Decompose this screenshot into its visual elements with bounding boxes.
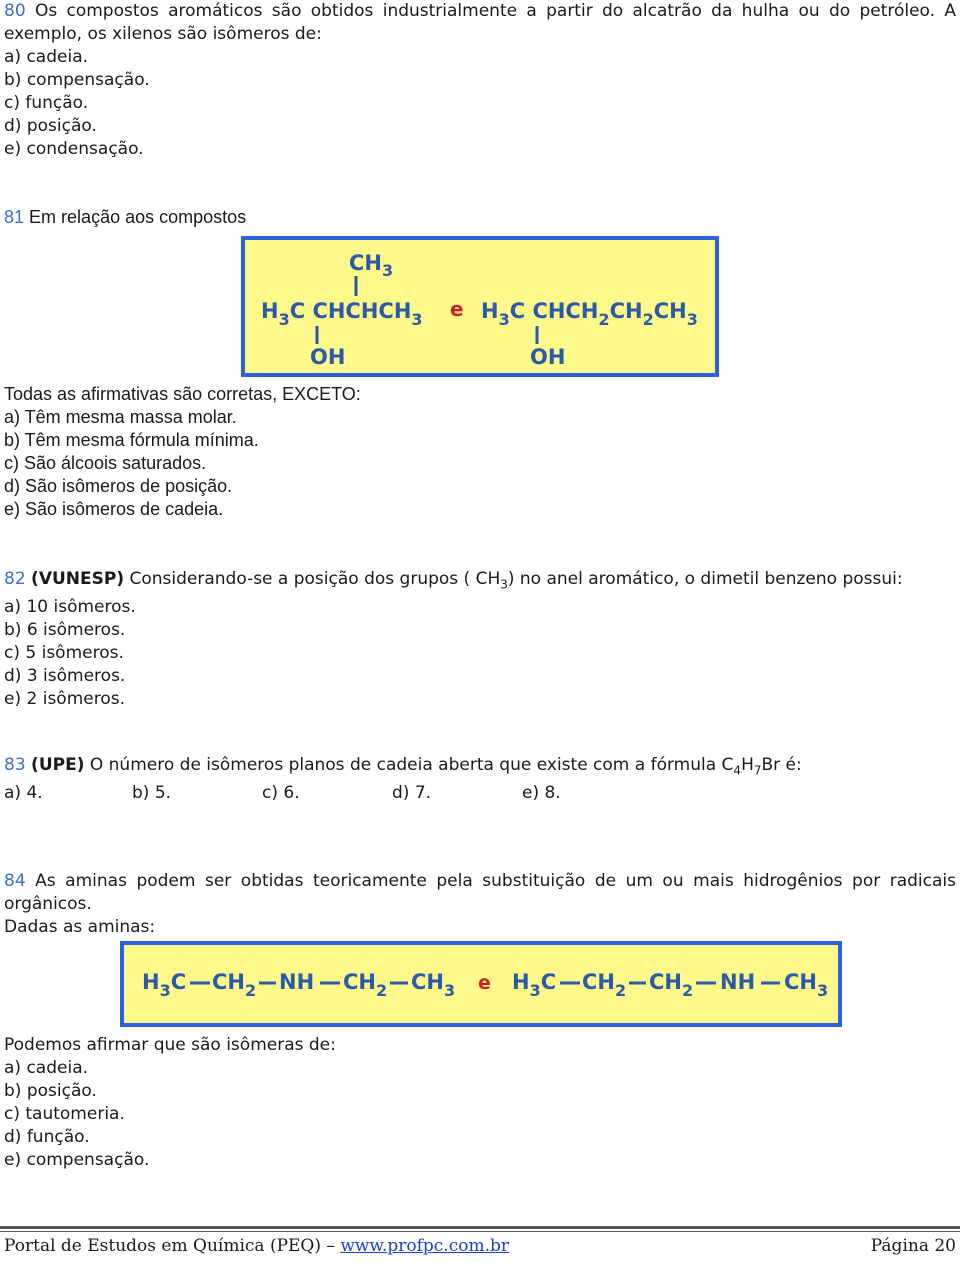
- option: e) 8.: [522, 783, 561, 804]
- question-83-text: 83 (UPE) O número de isômeros planos de cadeia aberta que existe com a fórmula $C_4H_7Br$ é:: [4, 755, 802, 778]
- option: a) 4.: [4, 783, 43, 804]
- option: d) função.: [4, 1127, 90, 1147]
- svg-text:NH: NH: [279, 970, 315, 994]
- option: c) São álcoois saturados.: [4, 453, 207, 473]
- question-84: [4, 870, 956, 939]
- option: b) compensação.: [4, 70, 150, 90]
- question-84-body: [4, 1034, 956, 1172]
- question-number: 84: [4, 871, 26, 891]
- formula-image-84: [120, 941, 842, 1027]
- question-84-stem: Podemos afirmar que são isômeras de:: [4, 1035, 336, 1055]
- question-84-line2: orgânicos.: [4, 894, 92, 914]
- question-number: 80: [4, 1, 26, 21]
- question-81-intro: 81 Em relação aos compostos: [4, 207, 247, 227]
- footer-divider: [0, 1231, 960, 1232]
- option: e) condensação.: [4, 139, 144, 159]
- option: b) 5.: [132, 783, 172, 804]
- question-number: 82: [4, 569, 26, 589]
- svg-text:CH2: $CH_2$: [212, 970, 257, 1000]
- option: c) tautomeria.: [4, 1104, 125, 1124]
- website-link[interactable]: www.profpc.com.br: [340, 1236, 509, 1256]
- amine-formulas: [124, 945, 838, 1023]
- question-80: [4, 0, 956, 161]
- oh-group: OH: [530, 345, 566, 369]
- ch3-branch: $CH_3$: [349, 251, 394, 280]
- footer-divider: [0, 1226, 960, 1229]
- question-84-line3: Dadas as aminas:: [4, 917, 156, 937]
- question-82-text: 82 (VUNESP) Considerando-se a posição dos grupos ( $CH_3$) no anel aromático, o dimetil benzeno possui:: [4, 569, 903, 592]
- option: c) função.: [4, 93, 89, 113]
- oh-group: OH: [310, 345, 346, 369]
- svg-text:CH2: $CH_2$: [582, 970, 627, 1000]
- structural-formulas: [245, 240, 715, 373]
- question-81-stem: Todas as afirmativas são corretas, EXCETO:: [4, 384, 361, 404]
- svg-text:CH3: $CH_3$: [411, 970, 456, 1000]
- option: e) São isômeros de cadeia.: [4, 499, 224, 519]
- question-number: 83: [4, 755, 26, 775]
- source-label: (VUNESP): [31, 569, 125, 589]
- question-number: 81: [4, 207, 25, 227]
- option: a) Têm mesma massa molar.: [4, 407, 237, 427]
- option: c) 6.: [262, 783, 300, 804]
- svg-text:CH3: $CH_3$: [784, 970, 829, 1000]
- option: b) Têm mesma fórmula mínima.: [4, 430, 259, 450]
- right-amine: [512, 970, 828, 1000]
- left-chain: $H_3C$ $CHCHCH_3$: [261, 299, 423, 329]
- option: a) 10 isômeros.: [4, 597, 136, 618]
- options-row: [4, 782, 956, 805]
- option: d) 7.: [392, 783, 432, 804]
- option: d) São isômeros de posição.: [4, 476, 233, 496]
- question-81-body: [4, 383, 956, 521]
- option: b) posição.: [4, 1081, 97, 1101]
- option: c) 5 isômeros.: [4, 643, 124, 664]
- option: a) cadeia.: [4, 1058, 89, 1078]
- connector-e: e: [478, 972, 491, 994]
- question-80-line2: exemplo, os xilenos são isômeros de:: [4, 24, 322, 44]
- option: d) posição.: [4, 116, 97, 136]
- svg-text:CH2: $CH_2$: [343, 970, 388, 1000]
- svg-text:H3C: $H_3C$: [142, 970, 187, 1000]
- formula-image-81: [241, 236, 719, 377]
- page-footer: [4, 1236, 956, 1256]
- question-84-line1: 84 As aminas podem ser obtidas teoricamente pela substituição de um ou mais hidrogênios por radicais: [4, 871, 956, 891]
- option: a) cadeia.: [4, 47, 89, 67]
- connector-e: e: [450, 297, 464, 321]
- option: e) compensação.: [4, 1150, 150, 1170]
- page-number: Página 20: [870, 1236, 956, 1256]
- svg-text:H3C: $H_3C$: [512, 970, 557, 1000]
- footer-left: Portal de Estudos em Química (PEQ) – www.profpc.com.br: [4, 1236, 509, 1256]
- question-80-line1: 80 Os compostos aromáticos são obtidos industrialmente a partir do alcatrão da hulha ou do petróleo. A: [4, 1, 956, 21]
- question-82: [4, 568, 956, 711]
- question-83: [4, 754, 956, 805]
- right-chain: $H_3C$ $CHCH_2CH_2CH_3$: [481, 299, 698, 329]
- svg-text:CH2: $CH_2$: [649, 970, 694, 1000]
- option: e) 2 isômeros.: [4, 689, 125, 710]
- option: b) 6 isômeros.: [4, 620, 126, 641]
- source-label: (UPE): [31, 755, 85, 775]
- option: d) 3 isômeros.: [4, 666, 126, 687]
- svg-text:NH: NH: [720, 970, 756, 994]
- left-amine: [142, 970, 455, 1000]
